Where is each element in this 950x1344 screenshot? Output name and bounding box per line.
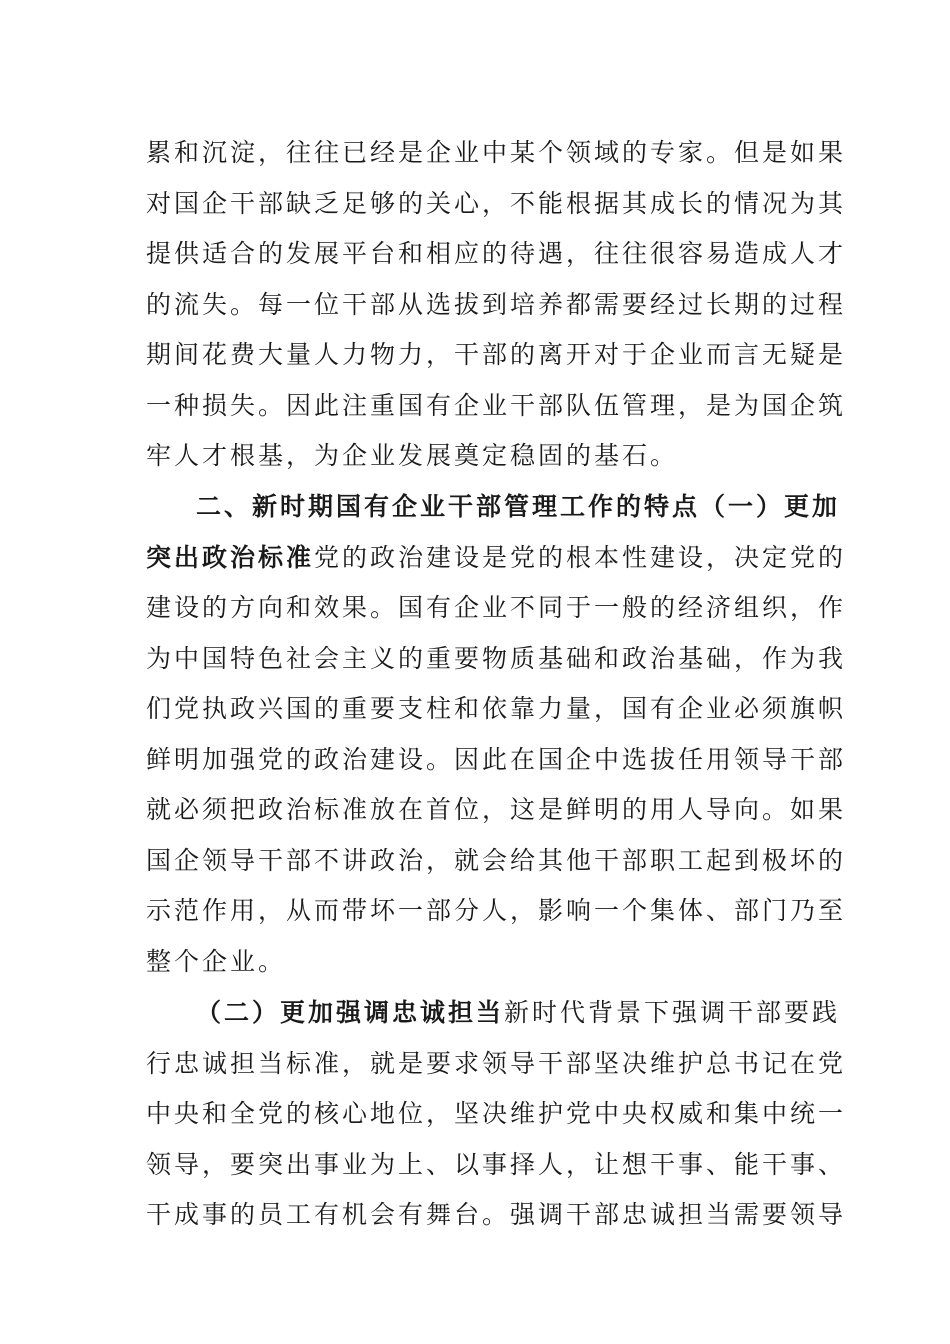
section-heading: 二、新时期国有企业干部管理工作的特点（一）更加 bbox=[196, 492, 841, 521]
text-line: 鲜明加强党的政治建设。因此在国企中选拔任用领导干部 bbox=[146, 744, 847, 774]
text-run: 新时代背景下强调干部要践 bbox=[504, 998, 841, 1027]
text-line: 就必须把政治标准放在首位，这是鲜明的用人导向。如果 bbox=[146, 795, 847, 824]
text-line bbox=[146, 988, 841, 1039]
text-line: 整个企业。 bbox=[146, 946, 287, 976]
text-line: 示范作用，从而带坏一部分人，影响一个集体、部门乃至 bbox=[146, 896, 847, 925]
section-heading-line bbox=[146, 482, 841, 533]
text-line: 干成事的员工有机会有舞台。强调干部忠诚担当需要领导 bbox=[146, 1200, 847, 1229]
text-line: 国企领导干部不讲政治，就会给其他干部职工起到极坏的 bbox=[146, 845, 847, 875]
text-line: 的流失。每一位干部从选拔到培养都需要经过长期的过程 bbox=[146, 289, 847, 319]
text-line: 期间花费大量人力物力，干部的离开对于企业而言无疑是 bbox=[146, 340, 847, 369]
text-line: 累和沉淀，往往已经是企业中某个领域的专家。但是如果 bbox=[146, 138, 847, 167]
text-line: 一种损失。因此注重国有企业干部队伍管理，是为国企筑 bbox=[146, 390, 847, 420]
text-line: 中央和全党的核心地位，坚决维护党中央权威和集中统一 bbox=[146, 1099, 847, 1128]
paragraph-3 bbox=[146, 988, 847, 1241]
text-line: 提供适合的发展平台和相应的待遇，往往很容易造成人才 bbox=[146, 239, 847, 268]
text-line: 建设的方向和效果。国有企业不同于一般的经济组织，作 bbox=[146, 593, 847, 622]
paragraph-2 bbox=[146, 482, 847, 987]
text-line: 牢人才根基，为企业发展奠定稳固的基石。 bbox=[146, 441, 679, 470]
subsection-heading: 突出政治标准 bbox=[146, 542, 315, 572]
text-line: 领导，要突出事业为上、以事择人，让想干事、能干事、 bbox=[146, 1149, 847, 1179]
text-line: 为中国特色社会主义的重要物质基础和政治基础，作为我 bbox=[146, 643, 847, 673]
text-line bbox=[146, 533, 847, 584]
text-run: 党的政治建设是党的根本性建设，决定党的 bbox=[314, 542, 847, 572]
text-line: 们党执政兴国的重要支柱和依靠力量，国有企业必须旗帜 bbox=[146, 694, 847, 723]
text-line: 行忠诚担当标准，就是要求领导干部坚决维护总书记在党 bbox=[146, 1048, 847, 1078]
subsection-heading: （二）更加强调忠诚担当 bbox=[196, 998, 505, 1027]
text-line: 对国企干部缺乏足够的关心，不能根据其成长的情况为其 bbox=[146, 188, 847, 218]
paragraph-1 bbox=[146, 128, 847, 482]
